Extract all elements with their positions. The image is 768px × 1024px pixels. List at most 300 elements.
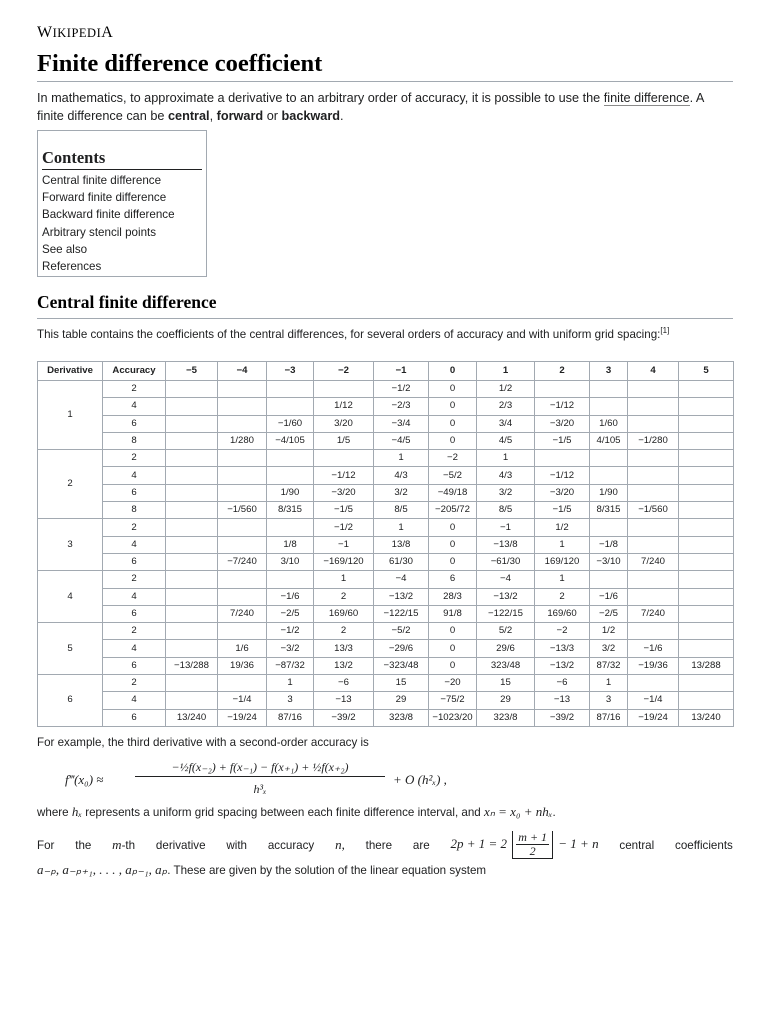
coefficient-cell (590, 467, 628, 484)
intro-central: central (167, 108, 210, 123)
coefficient-cell (218, 381, 267, 398)
table-row (38, 692, 734, 709)
coefficient-cell: 7/240 (218, 605, 267, 622)
coefficient-cell (218, 571, 267, 588)
intro-comma: , (209, 108, 217, 123)
intro-backward: backward (281, 108, 341, 123)
coefficient-cell (218, 450, 267, 467)
intro-text-1: In mathematics, to approximate a derivative to an arbitrary order of accuracy, it is possible to use the (37, 91, 604, 105)
coefficient-cell: 1 (535, 536, 590, 553)
coefficient-cell: 1/2 (590, 623, 628, 640)
where-text-3: . (552, 806, 556, 819)
coefficients-table (37, 361, 734, 727)
coefficient-cell: 1/60 (590, 415, 628, 432)
coefficient-cell (218, 398, 267, 415)
section-heading: Central finite difference (37, 292, 733, 319)
accuracy-cell: 2 (103, 381, 166, 398)
intro-paragraph (37, 90, 733, 125)
coefficient-cell (267, 398, 314, 415)
table-row (38, 623, 734, 640)
table-row (38, 415, 734, 432)
coefficient-cell: 0 (429, 640, 477, 657)
accuracy-cell: 6 (103, 415, 166, 432)
coefficient-cell: 8/315 (267, 502, 314, 519)
coefficient-cell (590, 450, 628, 467)
coefficient-cell: 4/3 (374, 467, 429, 484)
coefficient-cell: −1/280 (628, 432, 679, 449)
section-description (37, 324, 733, 342)
coefficient-cell: −4 (374, 571, 429, 588)
derivative-cell: 1 (38, 381, 103, 450)
coefficient-cell: 4/3 (477, 467, 535, 484)
coefficient-cell: 87/32 (590, 657, 628, 674)
coefficient-cell (267, 571, 314, 588)
coefficient-cell (679, 588, 734, 605)
coefficient-cell (166, 588, 218, 605)
accuracy-cell: 4 (103, 398, 166, 415)
coefficient-cell: 7/240 (628, 553, 679, 570)
paragraph-line-2 (37, 862, 733, 878)
coefficient-cell: 13/288 (679, 657, 734, 674)
coefficient-cell: −1/2 (374, 381, 429, 398)
coefficient-cell (218, 467, 267, 484)
coefficient-cell: 1/12 (314, 398, 374, 415)
coefficient-cell: 8/5 (477, 502, 535, 519)
toc-item-arbitrary[interactable]: Arbitrary stencil points (42, 225, 157, 239)
table-row (38, 588, 734, 605)
formula-lhs: f‴(x₀) ≈ (65, 772, 104, 787)
coefficient-cell (628, 415, 679, 432)
coefficient-cell: −87/32 (267, 657, 314, 674)
coefficient-cell: −6 (314, 675, 374, 692)
coefficient-cell: −3/2 (267, 640, 314, 657)
coefficient-cell (218, 415, 267, 432)
coefficient-cell (535, 450, 590, 467)
column-header: Accuracy (103, 362, 166, 381)
coefficient-cell: 323/8 (477, 709, 535, 726)
coefficient-cell: 13/8 (374, 536, 429, 553)
coefficient-count-paragraph (37, 830, 733, 878)
coefficient-cell (679, 502, 734, 519)
coefficient-cell: −1/4 (218, 692, 267, 709)
coefficient-cell: 0 (429, 415, 477, 432)
coefficient-cell: −4/105 (267, 432, 314, 449)
coefficient-cell: 3 (590, 692, 628, 709)
accuracy-cell: 6 (103, 484, 166, 501)
coefficient-cell: 8/315 (590, 502, 628, 519)
coefficient-cell (166, 640, 218, 657)
fraction-numerator: m + 1 (518, 830, 548, 844)
word-coefficients: coefficients (675, 838, 733, 852)
coefficient-cell: −13/2 (374, 588, 429, 605)
coefficient-cell (166, 605, 218, 622)
coefficient-cell (679, 605, 734, 622)
coefficient-cell: 1 (267, 675, 314, 692)
coefficient-cell: −1023/20 (429, 709, 477, 726)
coefficient-cell: −1/5 (314, 502, 374, 519)
coefficient-cell (628, 467, 679, 484)
floor-fraction (516, 831, 549, 858)
table-row (38, 432, 734, 449)
accuracy-cell: 8 (103, 432, 166, 449)
coefficient-cell: −13/2 (535, 657, 590, 674)
coefficient-cell: −3/20 (314, 484, 374, 501)
coefficient-cell (628, 484, 679, 501)
brand-rest: IKIPEDI (52, 26, 102, 40)
paragraph-end: . These are given by the solution of the linear equation system (167, 864, 487, 877)
coefficient-cell: −39/2 (314, 709, 374, 726)
coefficient-cell: 1/6 (218, 640, 267, 657)
accuracy-cell: 2 (103, 675, 166, 692)
coefficient-cell (166, 571, 218, 588)
coefficient-cell (166, 398, 218, 415)
coefficient-cell: 91/8 (429, 605, 477, 622)
coefficient-cell: −122/15 (374, 605, 429, 622)
coefficient-cell: −4/5 (374, 432, 429, 449)
coefficient-cell: 6 (429, 571, 477, 588)
floor-bracket (512, 831, 553, 859)
coefficient-cell: 3 (267, 692, 314, 709)
derivative-cell: 4 (38, 571, 103, 623)
coefficient-cell (679, 623, 734, 640)
coefficient-cell: 3/2 (590, 640, 628, 657)
coefficient-cell (679, 432, 734, 449)
coefficient-cell: 0 (429, 381, 477, 398)
table-row (38, 519, 734, 536)
coefficient-cell: 87/16 (590, 709, 628, 726)
expr-right: − 1 + n (558, 836, 599, 852)
table-row (38, 709, 734, 726)
coefficient-cell: 1 (374, 519, 429, 536)
coefficient-cell: −1/6 (267, 588, 314, 605)
accuracy-cell: 6 (103, 553, 166, 570)
derivative-cell: 6 (38, 675, 103, 727)
table-row (38, 467, 734, 484)
coefficient-cell: 169/60 (535, 605, 590, 622)
coefficient-cell: −3/20 (535, 415, 590, 432)
word-central: central (619, 838, 655, 852)
coefficient-cell: 1 (374, 450, 429, 467)
coefficient-cell: −13 (314, 692, 374, 709)
expr-left: 2p + 1 = 2 (450, 836, 508, 852)
coefficient-cell: −1 (314, 536, 374, 553)
coefficient-cell: 323/8 (374, 709, 429, 726)
column-header: −5 (166, 362, 218, 381)
coefficient-cell (267, 381, 314, 398)
column-header: 2 (535, 362, 590, 381)
coefficient-cell (628, 381, 679, 398)
coefficient-cell: 1 (477, 450, 535, 467)
coefficient-cell: 4/105 (590, 432, 628, 449)
coefficient-cell (628, 398, 679, 415)
coefficient-cell: 1/90 (267, 484, 314, 501)
coefficient-cell: −19/36 (628, 657, 679, 674)
coefficient-cell: −1/60 (267, 415, 314, 432)
coefficient-cell (267, 450, 314, 467)
word-th: -th (121, 839, 136, 852)
coefficient-cell: −13/288 (166, 657, 218, 674)
coefficient-cell: −61/30 (477, 553, 535, 570)
example-text: For example, the third derivative with a second-order accuracy is (37, 736, 369, 749)
where-h: hₓ (71, 804, 83, 819)
coefficient-cell: 1 (314, 571, 374, 588)
coefficient-cell: −5/2 (429, 467, 477, 484)
coefficient-cell (166, 450, 218, 467)
where-text-1: where (37, 806, 72, 819)
coefficient-cell: −2/5 (590, 605, 628, 622)
accuracy-cell: 2 (103, 623, 166, 640)
word-are: are (412, 838, 430, 852)
derivative-cell: 3 (38, 519, 103, 571)
toc-item-see-also[interactable]: See also (42, 242, 88, 256)
coefficient-cell: 0 (429, 657, 477, 674)
coefficient-cell (679, 675, 734, 692)
coefficient-cell: −4 (477, 571, 535, 588)
table-row (38, 536, 734, 553)
coefficient-cell (166, 553, 218, 570)
column-header: −2 (314, 362, 374, 381)
example-formula (65, 760, 565, 800)
intro-text-2: . A finite difference can be (37, 91, 704, 123)
coefficient-cell (218, 484, 267, 501)
math-m: m (112, 837, 122, 852)
coefficient-cell (628, 450, 679, 467)
coefficient-cell (628, 675, 679, 692)
table-row (38, 553, 734, 570)
coefficient-cell: 0 (429, 553, 477, 570)
coefficient-cell: 15 (374, 675, 429, 692)
coefficient-cell: −1/12 (535, 467, 590, 484)
coefficient-cell: 3/20 (314, 415, 374, 432)
coefficient-cell: 3/2 (477, 484, 535, 501)
coefficient-cell (267, 519, 314, 536)
coefficient-cell: 5/2 (477, 623, 535, 640)
coefficient-cell (590, 398, 628, 415)
coefficient-cell: 3/2 (374, 484, 429, 501)
coefficient-cell: 19/36 (218, 657, 267, 674)
coefficient-cell: −1/6 (590, 588, 628, 605)
coefficient-count-expression (451, 831, 599, 859)
coefficient-cell: −205/72 (429, 502, 477, 519)
where-text-2: represents a uniform grid spacing between each finite difference interval, and (82, 806, 484, 819)
coefficient-cell: 4/5 (477, 432, 535, 449)
coefficient-cell: 1/2 (477, 381, 535, 398)
math-n: n, (335, 837, 345, 852)
toc-list (42, 172, 202, 275)
table-body (38, 381, 734, 727)
accuracy-cell: 4 (103, 588, 166, 605)
word-derivative: derivative (155, 838, 206, 852)
coefficient-cell: −3/4 (374, 415, 429, 432)
coefficient-cell: −19/24 (218, 709, 267, 726)
where-paragraph (37, 804, 556, 820)
coefficient-cell (166, 432, 218, 449)
coefficient-cell: 13/3 (314, 640, 374, 657)
coefficient-cell: −1/2 (314, 519, 374, 536)
coefficient-cell (166, 536, 218, 553)
paragraph-line-1 (37, 830, 733, 860)
coefficient-cell (218, 623, 267, 640)
formula-numerator: −½f(x₋₂) + f(x₋₁) − f(x₊₁) + ½f(x₊₂) (135, 760, 385, 777)
coefficient-cell (166, 415, 218, 432)
column-header: 5 (679, 362, 734, 381)
coefficient-cell: −7/240 (218, 553, 267, 570)
coefficient-cell: 87/16 (267, 709, 314, 726)
coefficient-cell: −1/5 (535, 432, 590, 449)
reference-1[interactable]: [1] (660, 326, 670, 335)
fraction-denominator: 2 (529, 844, 536, 858)
coefficient-list: a₋ₚ, a₋ₚ₊₁, . . . , aₚ₋₁, aₚ (37, 862, 168, 877)
coefficient-cell (679, 467, 734, 484)
coefficient-cell: −2/5 (267, 605, 314, 622)
accuracy-cell: 4 (103, 536, 166, 553)
coefficient-cell: 0 (429, 536, 477, 553)
intro-end: . (340, 108, 344, 123)
coefficient-cell: 323/48 (477, 657, 535, 674)
table-row (38, 450, 734, 467)
coefficient-cell: −1/560 (628, 502, 679, 519)
table-row (38, 605, 734, 622)
where-xn: xₙ = x₀ + nhₓ (483, 804, 553, 819)
coefficient-cell (218, 536, 267, 553)
intro-or: or (263, 108, 282, 123)
coefficient-cell: 1/280 (218, 432, 267, 449)
coefficient-cell: 28/3 (429, 588, 477, 605)
accuracy-cell: 8 (103, 502, 166, 519)
coefficient-cell: −1/12 (535, 398, 590, 415)
word-for: For (37, 838, 55, 852)
coefficient-cell: −5/2 (374, 623, 429, 640)
coefficient-cell (166, 692, 218, 709)
coefficient-cell (590, 571, 628, 588)
coefficient-cell: −2/3 (374, 398, 429, 415)
coefficient-cell (267, 467, 314, 484)
coefficient-cell (314, 450, 374, 467)
table-row (38, 502, 734, 519)
coefficient-cell: −169/120 (314, 553, 374, 570)
coefficient-cell: −1/4 (628, 692, 679, 709)
coefficient-cell: 169/120 (535, 553, 590, 570)
coefficient-cell: 0 (429, 623, 477, 640)
coefficient-cell: −20 (429, 675, 477, 692)
word-with: with (226, 838, 247, 852)
coefficient-cell: 13/240 (166, 709, 218, 726)
coefficient-cell (679, 381, 734, 398)
column-header: 0 (429, 362, 477, 381)
table-of-contents (37, 130, 207, 277)
word-m-th (112, 837, 135, 853)
coefficient-cell (166, 484, 218, 501)
derivative-cell: 2 (38, 450, 103, 519)
coefficient-cell: 1/8 (267, 536, 314, 553)
column-header: 1 (477, 362, 535, 381)
coefficient-cell: −39/2 (535, 709, 590, 726)
coefficient-cell: 1 (590, 675, 628, 692)
coefficient-cell (679, 415, 734, 432)
coefficient-cell: 2 (314, 623, 374, 640)
coefficient-cell: 0 (429, 519, 477, 536)
coefficient-cell: 8/5 (374, 502, 429, 519)
coefficient-cell: −3/10 (590, 553, 628, 570)
table-row (38, 398, 734, 415)
coefficient-cell (166, 675, 218, 692)
coefficient-cell: −6 (535, 675, 590, 692)
coefficient-cell: 0 (429, 398, 477, 415)
toc-item-forward[interactable]: Forward finite difference (42, 191, 167, 205)
coefficient-cell (679, 450, 734, 467)
coefficient-cell (628, 588, 679, 605)
coefficient-cell (218, 588, 267, 605)
coefficient-cell (628, 623, 679, 640)
section-description-text: This table contains the coefficients of the central differences, for several orders of accuracy and with uniform grid spacing: (37, 327, 661, 341)
toc-title: Contents (42, 148, 202, 170)
coefficient-cell (679, 571, 734, 588)
toc-item-central[interactable]: Central finite difference (42, 174, 162, 187)
coefficient-cell: 13/2 (314, 657, 374, 674)
finite-difference-link[interactable]: finite difference (603, 91, 690, 105)
coefficient-cell: 2/3 (477, 398, 535, 415)
coefficient-cell (166, 502, 218, 519)
coefficient-cell (166, 623, 218, 640)
table-row (38, 675, 734, 692)
coefficient-cell (590, 519, 628, 536)
coefficient-cell: 13/240 (679, 709, 734, 726)
coefficient-cell: 29/6 (477, 640, 535, 657)
coefficient-cell: −13/2 (477, 588, 535, 605)
coefficient-cell (679, 398, 734, 415)
coefficient-cell: −323/48 (374, 657, 429, 674)
coefficient-cell: 3/4 (477, 415, 535, 432)
coefficient-cell: −122/15 (477, 605, 535, 622)
coefficient-cell (679, 519, 734, 536)
table-row (38, 640, 734, 657)
accuracy-cell: 4 (103, 640, 166, 657)
accuracy-cell: 2 (103, 450, 166, 467)
coefficient-cell: −2 (429, 450, 477, 467)
accuracy-cell: 6 (103, 709, 166, 726)
accuracy-cell: 4 (103, 467, 166, 484)
accuracy-cell: 6 (103, 605, 166, 622)
coefficient-cell: −49/18 (429, 484, 477, 501)
coefficient-cell: 29 (374, 692, 429, 709)
coefficient-cell: −1 (477, 519, 535, 536)
coefficient-cell (314, 381, 374, 398)
coefficient-cell: 1/90 (590, 484, 628, 501)
toc-item-references[interactable]: References (42, 260, 102, 274)
derivative-cell: 5 (38, 623, 103, 675)
word-the: the (75, 838, 92, 852)
coefficient-cell: −1/2 (267, 623, 314, 640)
coefficient-cell (679, 692, 734, 709)
coefficient-cell: 2 (314, 588, 374, 605)
coefficient-cell: −1/5 (535, 502, 590, 519)
column-header: −4 (218, 362, 267, 381)
brand-first: W (37, 24, 53, 41)
wikipedia-logo[interactable] (37, 24, 113, 42)
column-header: 4 (628, 362, 679, 381)
coefficient-cell (218, 675, 267, 692)
page-title: Finite difference coefficient (37, 50, 733, 82)
coefficient-cell (628, 571, 679, 588)
coefficient-cell: 61/30 (374, 553, 429, 570)
accuracy-cell: 2 (103, 571, 166, 588)
coefficient-cell (166, 519, 218, 536)
coefficient-cell (590, 381, 628, 398)
coefficient-cell: 169/60 (314, 605, 374, 622)
toc-item-backward[interactable]: Backward finite difference (42, 208, 175, 222)
column-header: 3 (590, 362, 628, 381)
coefficient-cell (166, 467, 218, 484)
